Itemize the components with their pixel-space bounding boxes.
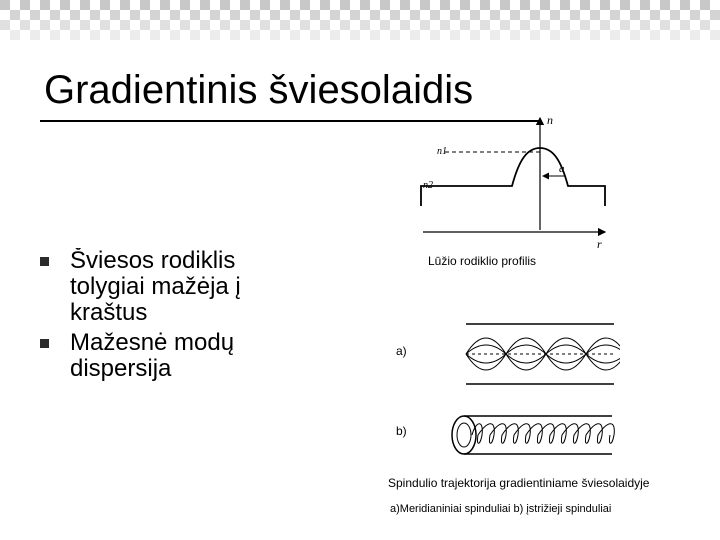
index-profile-figure xyxy=(415,110,615,250)
slide-title: Gradientinis šviesolaidis xyxy=(44,68,474,112)
trajectory-caption-line1: Spindulio trajektorija gradientiniame šviesolaidyje xyxy=(388,476,650,490)
bullet-text: Mažesnė modų dispersija xyxy=(70,329,235,382)
n1-label: n1 xyxy=(437,146,447,157)
label-skew: b) xyxy=(396,424,407,438)
meridional-rays-figure xyxy=(460,318,620,390)
trajectory-caption-line2: a)Meridianiniai spinduliai b) įstrižieji spinduliai xyxy=(390,503,612,515)
axis-r-label: r xyxy=(597,237,602,250)
bullet-item xyxy=(38,330,283,382)
index-profile-curve xyxy=(421,148,605,206)
axis-n-label: n xyxy=(547,113,553,127)
label-meridional: a) xyxy=(396,344,407,358)
a-label: a xyxy=(559,163,565,175)
bullet-item xyxy=(38,248,283,326)
square-bullet-icon xyxy=(40,339,49,348)
bullet-text: Šviesos rodiklis tolygiai mažėja į kraštus xyxy=(70,248,241,326)
square-bullet-icon xyxy=(40,257,49,266)
n2-label: n2 xyxy=(423,180,433,191)
bullet-list xyxy=(38,248,283,386)
skew-rays-figure xyxy=(442,410,622,460)
decorative-checker-strip xyxy=(0,0,720,46)
profile-caption: Lūžio rodiklio profilis xyxy=(428,254,537,268)
